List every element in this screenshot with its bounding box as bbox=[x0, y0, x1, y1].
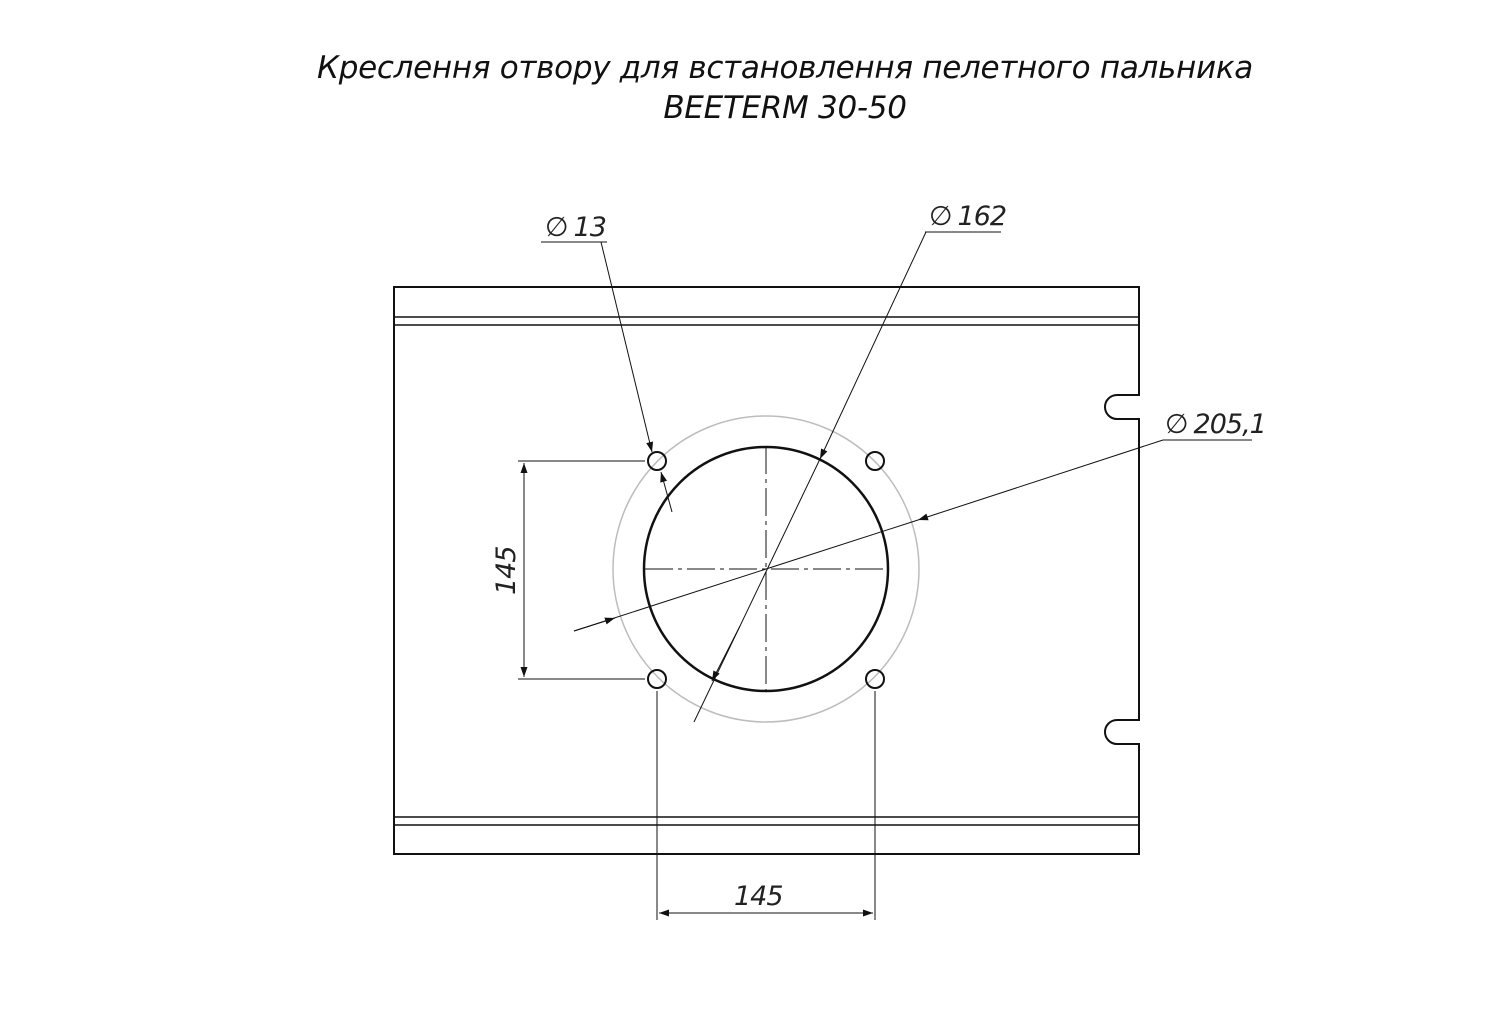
dia162-label: ∅ 162 bbox=[929, 201, 1007, 232]
dia205-leader bbox=[918, 440, 1163, 520]
dia162-leader bbox=[820, 232, 926, 459]
bolt-hole-bottom-right bbox=[866, 670, 884, 688]
drawing-title: Креслення отвору для встановлення пелетного пальника bbox=[317, 50, 1253, 86]
dia205-label: ∅ 205,1 bbox=[1165, 409, 1266, 440]
dia162-arrow-lower bbox=[712, 626, 740, 681]
dia205-arrow-lower bbox=[574, 618, 615, 631]
bolt-hole-bottom-left bbox=[648, 670, 666, 688]
drawing-model: BEETERM 30-50 bbox=[663, 90, 907, 126]
horizontal-spacing-label: 145 bbox=[734, 881, 783, 912]
dia13-label: ∅ 13 bbox=[545, 212, 606, 243]
dia162-leader-lower bbox=[694, 459, 820, 722]
vertical-spacing-label: 145 bbox=[491, 546, 522, 595]
dia13-leader bbox=[601, 242, 652, 452]
